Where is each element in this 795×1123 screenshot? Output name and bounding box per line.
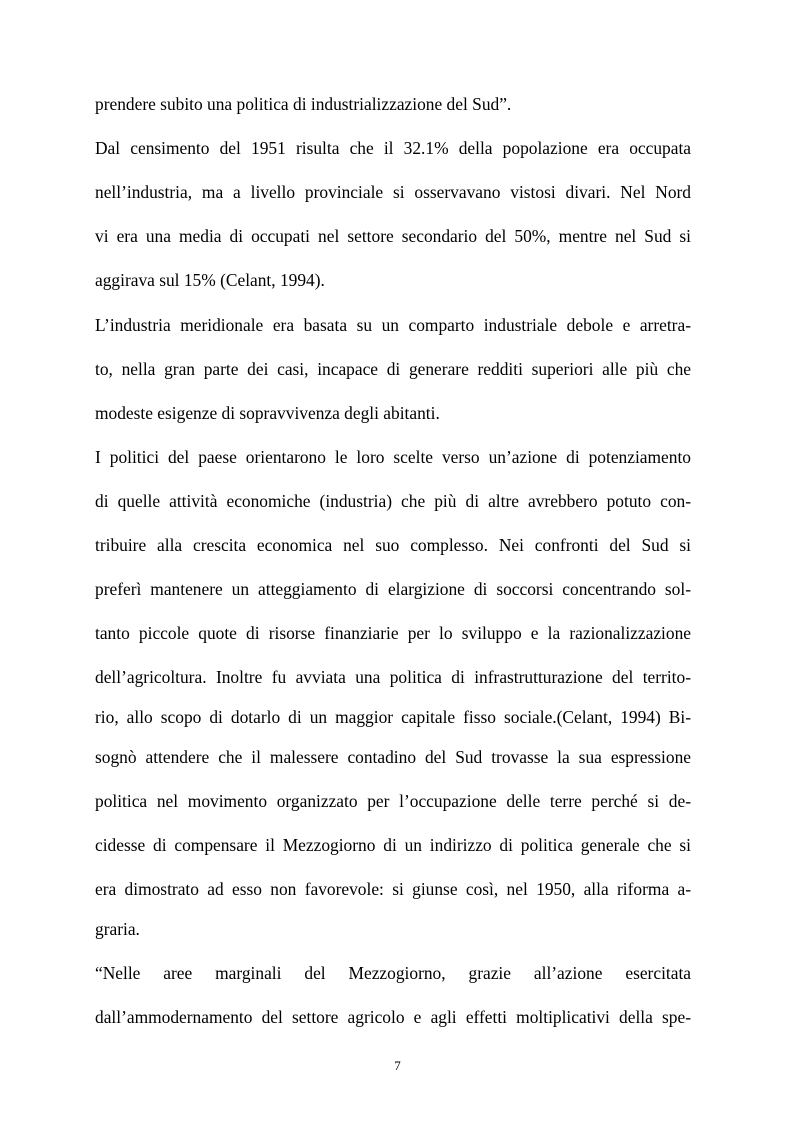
text-line: prendere subito una politica di industrializzazione del Sud”.	[95, 94, 512, 114]
text-line: L’industria meridionale era basata su un comparto industriale debole e arretra-	[95, 315, 691, 335]
text-line: modeste esigenze di sopravvivenza degli abitanti.	[95, 403, 440, 423]
text-line: “Nelle aree marginali del Mezzogiorno, grazie all’azione esercitata	[95, 963, 691, 983]
text-line: vi era una media di occupati nel settore secondario del 50%, mentre nel Sud si	[95, 226, 691, 246]
text-line: dall’ammodernamento del settore agricolo e agli effetti moltiplicativi della spe-	[95, 1007, 691, 1027]
text-line: graria.	[95, 919, 140, 939]
text-line: sognò attendere che il malessere contadino del Sud trovasse la sua espressione	[95, 747, 691, 767]
text-line: nell’industria, ma a livello provinciale si osservavano vistosi divari. Nel Nord	[95, 182, 691, 202]
text-line: I politici del paese orientarono le loro scelte verso un’azione di potenziamento	[95, 447, 691, 467]
page-number: 7	[394, 1058, 401, 1073]
text-line: politica nel movimento organizzato per l’occupazione delle terre perché si de-	[95, 791, 691, 811]
text-line: era dimostrato ad esso non favorevole: si giunse così, nel 1950, alla riforma a-	[95, 879, 691, 899]
text-line: preferì mantenere un atteggiamento di elargizione di soccorsi concentrando sol-	[95, 579, 691, 599]
text-line: tanto piccole quote di risorse finanziarie per lo sviluppo e la razionalizzazione	[95, 623, 691, 643]
text-line: to, nella gran parte dei casi, incapace di generare redditi superiori alle più che	[95, 359, 691, 379]
text-line: aggirava sul 15% (Celant, 1994).	[95, 270, 325, 290]
text-line: di quelle attività economiche (industria) che più di altre avrebbero potuto con-	[95, 491, 691, 511]
text-line: rio, allo scopo di dotarlo di un maggior capitale fisso sociale.(Celant, 1994) Bi-	[95, 707, 691, 727]
text-line: cidesse di compensare il Mezzogiorno di un indirizzo di politica generale che si	[95, 835, 691, 855]
text-line: dell’agricoltura. Inoltre fu avviata una politica di infrastrutturazione del territo-	[95, 667, 691, 687]
text-line: Dal censimento del 1951 risulta che il 32.1% della popolazione era occupata	[95, 138, 691, 158]
text-line: tribuire alla crescita economica nel suo complesso. Nei confronti del Sud si	[95, 535, 691, 555]
